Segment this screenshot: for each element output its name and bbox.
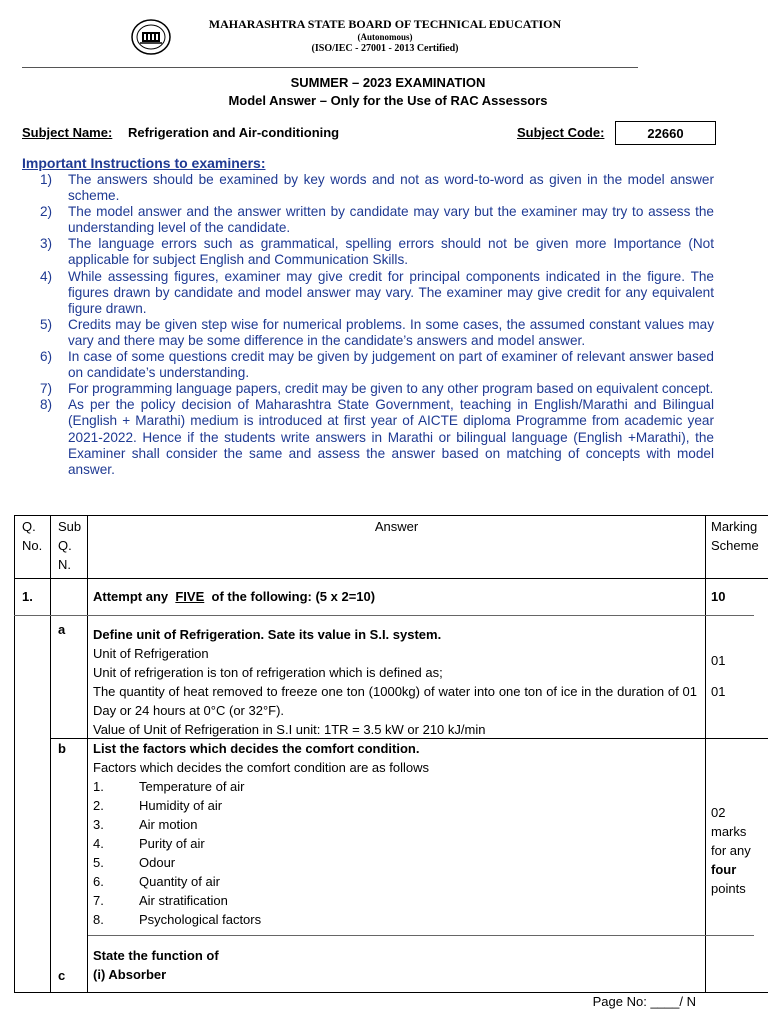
subject-name-label: Subject Name: [22,125,113,140]
list-item: 4. Purity of air [93,836,205,851]
qno-header: Q. No. [22,519,43,553]
list-item: 1. Temperature of air [93,779,245,794]
instruction-item: 4) While assessing figures, examiner may give credit for principal components indicated in the figure. The figures drawn by candidate and model answer may vary. The examiner may give credit for any equivalent figure drawn. [40,268,714,316]
question-number: 1. [22,589,33,604]
subject-name: Refrigeration and Air-conditioning [128,125,340,140]
answer-b: List the factors which decides the comfort condition. Factors which decides the comfort condition are as follows 1. Temperature of air 2. Humidity of air 3. Air motion 4. Purity of air 5. Odour 6. Quantity of air 7. Air stratification 8. Psychological factors [93,739,697,929]
table-row-divider [14,578,768,579]
instruction-item: 6) In case of some questions credit may be given by judgement on part of examiner of relevant answer based on candidate’s understanding. [40,349,714,381]
list-item: 5. Odour [93,855,176,870]
answer-header: Answer [374,519,419,534]
instruction-item: 3) The language errors such as grammatical, spelling errors should not be given more Importance (Not applicable for subject English and Communication Skills. [40,236,714,268]
subq-label-c: c [58,968,66,983]
table-col-divider [87,515,88,993]
answer-c: State the function of (i) Absorber [93,946,697,984]
question-b-text: List the factors which decides the comfort condition. [93,741,420,756]
page-number: Page No: ____/ N [592,994,696,1009]
table-row-divider [88,935,754,936]
instruction-item: 7) For programming language papers, credit may be given to any other program based on equivalent concept. [40,381,714,397]
list-item: 2. Humidity of air [93,798,223,813]
instruction-item: 5) Credits may be given step wise for numerical problems. In some cases, the assumed constant values may vary and there may be some difference in the candidate’s answers and model answer. [40,316,714,348]
subq-header: Sub Q. N. [58,519,82,572]
table-col-divider [50,515,51,993]
exam-title: SUMMER – 2023 EXAMINATION [290,75,486,90]
autonomous-label: (Autonomous) [357,32,413,42]
table-border-top [14,515,768,516]
answer-a: Define unit of Refrigeration. Sate its value in S.I. system. Unit of Refrigeration Unit of refrigeration is ton of refrigeration which is defined as; The quantity of heat removed to freeze one ton (1000kg) of water into one ton of ice in the duration of 01 Day or 24 hours at 0°C (or 32°F). Value of Unit of Refrigeration in S.I unit: 1TR = 3.5 kW or 210 kJ/min [93,627,697,737]
certified-label: (ISO/IEC - 27001 - 2013 Certified) [311,43,459,54]
marks-b: 02 marks for any four points [711,805,751,896]
marks-a-2: 01 [711,684,726,699]
instructions-title: Important Instructions to examiners: [22,155,266,171]
table-row-divider [14,615,754,616]
instructions-list [22,172,714,478]
msbte-logo [130,18,172,56]
marking-header: Marking Scheme [711,519,759,553]
question-marks: 10 [711,589,726,604]
instruction-item: 8) As per the policy decision of Maharashtra State Government, teaching in English/Marathi and Bilingual (English + Marathi) medium is introduced at first year of AICTE diploma Programme from academic year 2021-2022. Hence if the students write answers in Marathi or bilingual language (English +Marathi), the Examiner shall consider the same and assess the answer based on matching of concepts with model answer. [40,397,714,477]
list-item: 8. Psychological factors [93,912,262,927]
instruction-item: 1) The answers should be examined by key words and not as word-to-word as given in the model answer scheme. [40,172,714,204]
subject-code-box: 22660 [615,121,716,145]
list-item: 3. Air motion [93,817,198,832]
subq-label-a: a [58,622,66,637]
question-c-text: State the function of [93,948,219,963]
subject-code-label: Subject Code: [517,125,605,140]
factors-list [93,777,697,929]
board-name: MAHARASHTRA STATE BOARD OF TECHNICAL EDUCATION [208,17,562,31]
marks-a-1: 01 [711,653,726,668]
list-item: 7. Air stratification [93,893,228,908]
instruction-item: 2) The model answer and the answer written by candidate may vary but the examiner may try to assess the understanding level of the candidate. [40,204,714,236]
subq-label-b: b [58,741,66,756]
table-border-left [14,515,15,993]
question-a-text: Define unit of Refrigeration. Sate its value in S.I. system. [93,627,442,642]
table-col-divider [705,515,706,993]
question-instruction: Attempt any FIVE of the following: (5 x 2=10) [93,589,376,604]
list-item: 6. Quantity of air [93,874,220,889]
header-divider [22,67,638,68]
table-border-bottom [14,992,768,993]
model-answer-title: Model Answer – Only for the Use of RAC Assessors [228,93,548,108]
